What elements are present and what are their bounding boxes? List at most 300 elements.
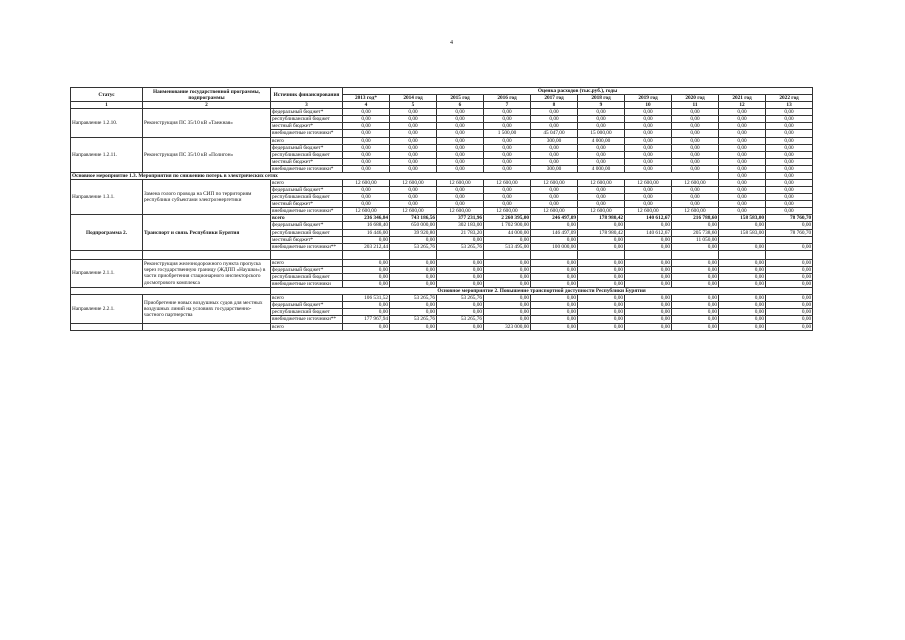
value-cell: 0,00 [766,302,813,309]
value-cell: 0,00 [578,194,625,201]
value-cell: 0,00 [719,273,766,280]
empty-cell [343,250,390,259]
value-cell: 0,00 [578,151,625,158]
value-cell: 0,00 [672,158,719,165]
value-cell: 0,00 [343,259,390,266]
value-cell: 0,00 [484,273,531,280]
empty-cell [719,250,766,259]
value-cell: 0,00 [484,281,531,288]
value-cell: 0,00 [484,316,531,323]
value-cell: 0,00 [390,130,437,137]
value-cell: 0,00 [766,243,813,250]
value-cell: 12 600,00 [672,208,719,215]
value-cell: 0,00 [672,130,719,137]
value-cell: 12 600,00 [484,208,531,215]
value-cell: 0,00 [437,266,484,273]
value-cell: 0,00 [484,295,531,302]
value-cell: 0,00 [484,116,531,123]
value-cell: 0,00 [625,144,672,151]
value-cell: 4 000,00 [578,137,625,144]
source-label: федеральный бюджет* [271,302,343,309]
value-cell: 0,00 [390,281,437,288]
value-cell: 0,00 [531,323,578,330]
value-cell: 0,00 [531,116,578,123]
value-cell: 0,00 [578,187,625,194]
value-cell: 0,00 [766,259,813,266]
value-cell: 0,00 [484,266,531,273]
value-cell: 0,00 [719,109,766,116]
source-label: федеральный бюджет* [271,222,343,229]
source-label: всего [271,259,343,266]
value-cell: 0,00 [343,266,390,273]
value-cell: 0,00 [343,187,390,194]
value-cell: 0,00 [343,165,390,172]
value-cell: 12 600,00 [390,180,437,187]
source-label: местный бюджет* [271,158,343,165]
value-cell: 12 600,00 [625,208,672,215]
value-cell: 1 702 900,00 [484,222,531,229]
value-cell: 0,00 [484,187,531,194]
value-cell: 0,00 [625,266,672,273]
value-cell: 15 000,00 [578,130,625,137]
value-cell: 0,00 [625,123,672,130]
value-cell: 0,00 [343,137,390,144]
value-cell: 0,00 [484,201,531,208]
value-cell: 0,00 [719,222,766,229]
value-cell: 0,00 [719,151,766,158]
row-name: Реконструкция железнодорожного пункта пропуска через государственную границу (ЖДПП «Наушки») в части приобретения стационарного инспекторского досмотрового комплекса [143,259,271,287]
value-cell [719,236,766,243]
column-number: 4 [343,102,390,109]
value-cell: 0,00 [484,137,531,144]
header-year: 2019 год [625,95,672,102]
source-label: внебюджетные источники** [271,243,343,250]
value-cell: 0,00 [578,316,625,323]
value-cell: 0,00 [390,259,437,266]
header-source: Источник финансирования [271,88,343,102]
source-label: республиканский бюджет [271,273,343,280]
value-cell: 0,00 [625,151,672,158]
value-cell: 0,00 [437,201,484,208]
value-cell: 246 497,09 [531,215,578,222]
value-cell: 0,00 [437,309,484,316]
value-cell: 0,00 [766,172,813,179]
value-cell: 0,00 [343,281,390,288]
value-cell: 0,00 [437,123,484,130]
empty-cell [578,250,625,259]
value-cell: 0,00 [766,116,813,123]
value-cell: 45 047,00 [531,130,578,137]
column-number: 7 [484,102,531,109]
row-status: Направление 1.3.1. [71,180,143,215]
source-label: местный бюджет* [271,236,343,243]
value-cell: 0,00 [437,259,484,266]
value-cell: 39 920,80 [390,229,437,236]
value-cell: 0,00 [390,309,437,316]
value-cell: 0,00 [390,201,437,208]
value-cell: 1 500,00 [484,130,531,137]
source-label: всего [271,295,343,302]
source-label: федеральный бюджет* [271,187,343,194]
value-cell: 0,00 [719,243,766,250]
value-cell: 0,00 [625,130,672,137]
value-cell: 302 183,00 [437,222,484,229]
header-year: 2020 год [672,95,719,102]
header-status: Статус [71,88,143,102]
value-cell: 0,00 [531,158,578,165]
value-cell: 44 000,00 [484,229,531,236]
value-cell: 12 600,00 [343,180,390,187]
value-cell: 0,00 [625,116,672,123]
value-cell: 0,00 [625,236,672,243]
value-cell: 0,00 [625,295,672,302]
value-cell: 0,00 [719,201,766,208]
value-cell: 0,00 [343,109,390,116]
header-year: 2022 год [766,95,813,102]
empty-cell [271,250,343,259]
value-cell: 0,00 [343,130,390,137]
value-cell: 0,00 [390,151,437,158]
value-cell: 0,00 [766,137,813,144]
value-cell: 12 600,00 [578,208,625,215]
value-cell: 0,00 [390,302,437,309]
value-cell: 0,00 [484,236,531,243]
value-cell: 12 600,00 [531,180,578,187]
value-cell: 0,00 [766,165,813,172]
header-year: 2013 год* [343,95,390,102]
value-cell: 0,00 [766,208,813,215]
value-cell: 216 788,60 [672,215,719,222]
value-cell: 0,00 [343,201,390,208]
value-cell: 0,00 [719,316,766,323]
header-year: 2016 год [484,95,531,102]
value-cell: 0,00 [625,201,672,208]
value-cell [766,236,813,243]
value-cell: 0,00 [672,165,719,172]
value-cell: 0,00 [672,259,719,266]
column-number: 12 [719,102,766,109]
value-cell: 16 446,00 [343,229,390,236]
value-cell: 0,00 [766,123,813,130]
value-cell: 12 600,00 [578,180,625,187]
value-cell: 0,00 [766,323,813,330]
value-cell: 0,00 [531,273,578,280]
value-cell: 236 346,84 [343,215,390,222]
empty-cell [390,250,437,259]
value-cell: 0,00 [719,281,766,288]
value-cell: 0,00 [719,266,766,273]
value-cell: 0,00 [390,144,437,151]
value-cell: 0,00 [390,158,437,165]
value-cell: 0,00 [531,194,578,201]
row-status: Подпрограмма 2. [71,215,143,250]
value-cell: 0,00 [484,302,531,309]
value-cell: 0,00 [672,201,719,208]
source-label: внебюджетные источники [271,281,343,288]
empty-cell [71,288,271,295]
value-cell: 0,00 [531,109,578,116]
value-cell: 650 000,00 [390,222,437,229]
value-cell: 0,00 [578,144,625,151]
value-cell: 0,00 [766,273,813,280]
value-cell: 0,00 [766,266,813,273]
row-status: Направление 1.2.11. [71,137,143,172]
empty-cell [484,250,531,259]
value-cell: 0,00 [437,151,484,158]
empty-cell [625,250,672,259]
value-cell: 0,00 [343,323,390,330]
value-cell: 0,00 [437,281,484,288]
source-label: республиканский бюджет [271,151,343,158]
source-label: внебюджетные источники** [271,316,343,323]
value-cell: 0,00 [578,243,625,250]
column-number: 8 [531,102,578,109]
value-cell: 158 583,00 [719,229,766,236]
expenses-table [70,87,813,331]
value-cell: 0,00 [531,259,578,266]
value-cell: 0,00 [437,144,484,151]
value-cell: 0,00 [343,116,390,123]
value-cell: 743 186,56 [390,215,437,222]
value-cell: 0,00 [766,130,813,137]
value-cell: 0,00 [719,165,766,172]
value-cell: 4 000,00 [578,165,625,172]
value-cell: 203 212,44 [343,243,390,250]
value-cell: 0,00 [766,187,813,194]
header-year: 2017 год [531,95,578,102]
value-cell: 300,00 [531,137,578,144]
value-cell: 12 600,00 [437,208,484,215]
value-cell: 0,00 [343,123,390,130]
value-cell: 0,00 [531,123,578,130]
value-cell: 0,00 [484,165,531,172]
value-cell: 0,00 [719,259,766,266]
value-cell: 16 688,40 [343,222,390,229]
value-cell: 0,00 [672,316,719,323]
value-cell: 0,00 [578,123,625,130]
value-cell: 0,00 [719,208,766,215]
value-cell: 0,00 [578,273,625,280]
source-label: всего [271,323,343,330]
value-cell: 0,00 [343,236,390,243]
value-cell: 0,00 [531,316,578,323]
row-status: Направление 2.1.1. [71,259,143,287]
value-cell: 0,00 [343,309,390,316]
value-cell: 0,00 [672,151,719,158]
value-cell: 0,00 [531,222,578,229]
value-cell: 0,00 [484,151,531,158]
value-cell: 0,00 [437,109,484,116]
value-cell: 0,00 [672,187,719,194]
value-cell: 0,00 [390,109,437,116]
value-cell: 0,00 [719,144,766,151]
value-cell: 0,00 [531,201,578,208]
row-status: Направление 2.2.1. [71,295,143,323]
value-cell: 0,00 [766,158,813,165]
value-cell: 0,00 [719,158,766,165]
value-cell: 0,00 [625,243,672,250]
value-cell: 0,00 [625,222,672,229]
column-number: 9 [578,102,625,109]
value-cell: 100 000,00 [531,243,578,250]
value-cell: 0,00 [531,187,578,194]
value-cell: 53 265,76 [437,316,484,323]
column-number: 10 [625,102,672,109]
value-cell: 0,00 [672,243,719,250]
value-cell: 0,00 [390,273,437,280]
empty-cell [143,323,271,330]
value-cell: 0,00 [719,123,766,130]
source-label: республиканский бюджет [271,194,343,201]
value-cell: 0,00 [437,236,484,243]
header-program: Наименование государственной программы, подпрограммы [143,88,271,102]
value-cell: 0,00 [531,309,578,316]
value-cell: 0,00 [625,259,672,266]
source-label: всего [271,137,343,144]
value-cell: 0,00 [343,151,390,158]
empty-cell [437,250,484,259]
value-cell: 0,00 [766,109,813,116]
value-cell: 0,00 [437,187,484,194]
row-name: Реконструкция ПС 35/10 кВ «Таежная» [143,109,271,137]
value-cell: 0,00 [625,187,672,194]
value-cell: 0,00 [625,137,672,144]
value-cell: 0,00 [484,144,531,151]
measure-title: Основное мероприятие 1.3. Мероприятия по снижению потерь в электрических сетях [71,172,719,179]
value-cell: 0,00 [531,151,578,158]
value-cell: 0,00 [766,222,813,229]
row-name: Замена голого провода на СИП по территориям республики субъектами электроэнергетики [143,180,271,215]
value-cell: 0,00 [343,158,390,165]
source-label: федеральный бюджет* [271,144,343,151]
value-cell: 0,00 [578,158,625,165]
column-number: 11 [672,102,719,109]
value-cell: 0,00 [719,180,766,187]
value-cell: 0,00 [531,281,578,288]
value-cell: 0,00 [672,137,719,144]
value-cell: 12 600,00 [672,180,719,187]
source-label: федеральный бюджет* [271,109,343,116]
value-cell: 0,00 [719,172,766,179]
value-cell: 0,00 [343,273,390,280]
value-cell: 0,00 [625,316,672,323]
value-cell: 0,00 [437,273,484,280]
value-cell: 0,00 [390,323,437,330]
value-cell: 0,00 [578,201,625,208]
empty-cell [143,250,271,259]
value-cell: 0,00 [625,302,672,309]
value-cell: 0,00 [625,273,672,280]
empty-cell [672,250,719,259]
value-cell: 0,00 [766,201,813,208]
value-cell: 0,00 [672,273,719,280]
row-status: Направление 1.2.10. [71,109,143,137]
measure-title: Основное мероприятие 2. Повышение транспортной доступности Республики Бурятия [271,288,813,295]
value-cell: 0,00 [578,309,625,316]
value-cell: 0,00 [719,295,766,302]
value-cell: 0,00 [578,109,625,116]
value-cell: 0,00 [625,281,672,288]
header-year: 2021 год [719,95,766,102]
value-cell: 0,00 [578,116,625,123]
source-label: местный бюджет* [271,123,343,130]
value-cell: 0,00 [672,323,719,330]
value-cell: 0,00 [437,323,484,330]
value-cell: 178 980,42 [578,229,625,236]
value-cell: 0,00 [766,309,813,316]
value-cell: 0,00 [766,144,813,151]
value-cell: 0,00 [672,116,719,123]
value-cell: 53 265,76 [437,295,484,302]
value-cell: 0,00 [437,158,484,165]
value-cell: 0,00 [390,187,437,194]
value-cell: 0,00 [672,281,719,288]
value-cell: 0,00 [578,266,625,273]
value-cell: 53 265,76 [437,243,484,250]
column-number: 6 [437,102,484,109]
value-cell: 0,00 [343,194,390,201]
value-cell: 0,00 [484,109,531,116]
value-cell: 178 980,42 [578,215,625,222]
value-cell: 0,00 [484,259,531,266]
header-year: 2014 год [390,95,437,102]
value-cell: 0,00 [343,302,390,309]
column-number: 5 [390,102,437,109]
value-cell: 0,00 [766,180,813,187]
column-number: 1 [71,102,143,109]
value-cell: 0,00 [578,295,625,302]
source-label: местный бюджет* [271,201,343,208]
value-cell: 0,00 [719,309,766,316]
value-cell: 0,00 [390,236,437,243]
value-cell: 0,00 [719,116,766,123]
value-cell: 205 738,60 [672,229,719,236]
page-number: 4 [450,40,453,46]
source-label: внебюджетные источники* [271,130,343,137]
value-cell: 300,00 [531,165,578,172]
value-cell: 0,00 [531,144,578,151]
value-cell: 0,00 [672,194,719,201]
source-label: всего [271,180,343,187]
value-cell: 0,00 [437,137,484,144]
row-name: Приобретение новых воздушных судов для местных воздушных линий на условиях государственно-частного партнерства [143,295,271,323]
value-cell: 12 600,00 [484,180,531,187]
value-cell: 21 783,20 [437,229,484,236]
value-cell: 0,00 [531,295,578,302]
value-cell: 140 612,67 [625,215,672,222]
source-label: республиканский бюджет [271,309,343,316]
value-cell: 0,00 [625,165,672,172]
value-cell: 0,00 [766,194,813,201]
value-cell: 0,00 [484,309,531,316]
value-cell: 0,00 [719,130,766,137]
value-cell: 53 265,76 [390,295,437,302]
value-cell: 0,00 [766,316,813,323]
value-cell: 12 600,00 [625,180,672,187]
value-cell: 0,00 [719,194,766,201]
value-cell: 0,00 [390,116,437,123]
value-cell: 0,00 [672,295,719,302]
source-label: республиканский бюджет [271,229,343,236]
header-estimate: Оценка расходов (тыс.руб.), годы [343,88,813,95]
value-cell: 78 760,70 [766,229,813,236]
value-cell: 0,00 [531,266,578,273]
value-cell: 0,00 [578,259,625,266]
value-cell: 513 495,00 [484,243,531,250]
value-cell: 0,00 [625,109,672,116]
row-name: Реконструкция ПС 35/10 кВ «Полигон» [143,137,271,172]
value-cell: 140 612,67 [625,229,672,236]
